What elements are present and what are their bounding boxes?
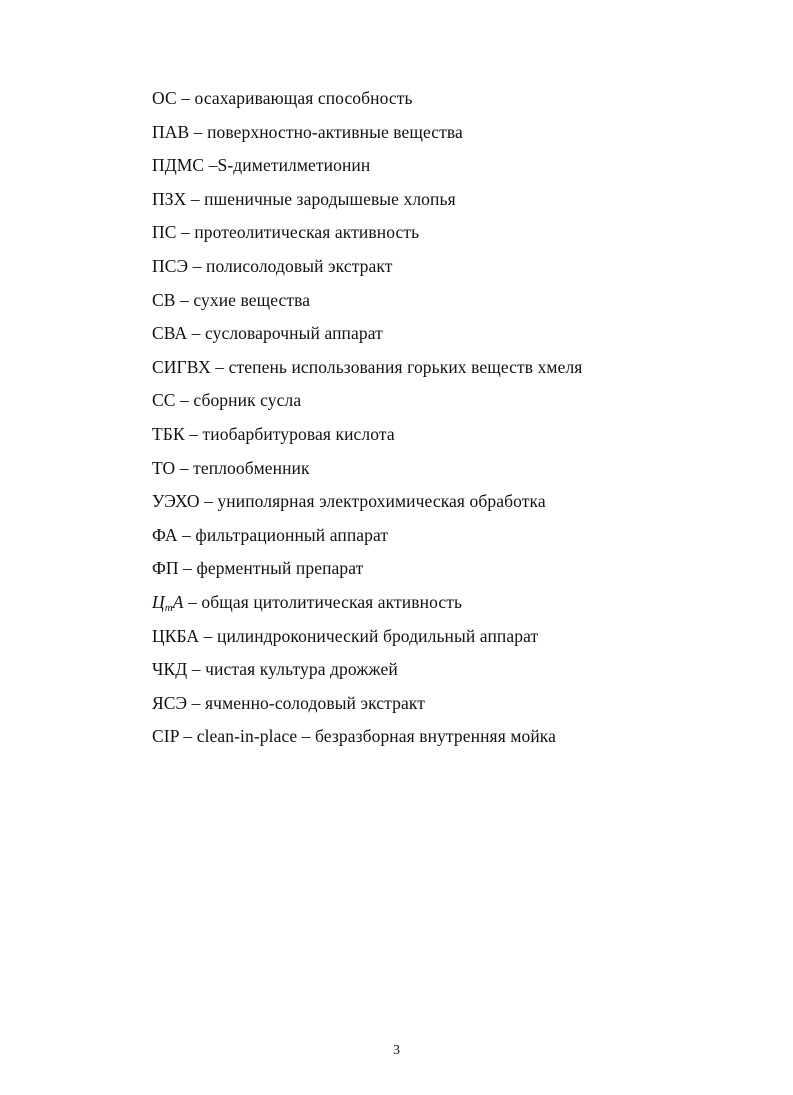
abbreviation-item [152, 250, 582, 284]
abbreviation-list [152, 82, 582, 754]
abbreviation-item [152, 620, 582, 654]
abbreviation-definition: фильтрационный аппарат [195, 524, 389, 545]
abbreviation-separator: – [187, 692, 206, 713]
page-number: 3 [393, 1043, 400, 1058]
abbreviation-term-text: ТО [152, 457, 176, 478]
abbreviation-separator: – [210, 356, 229, 377]
abbreviation-term [152, 626, 199, 646]
abbreviation-term [152, 88, 177, 108]
abbreviation-item [152, 519, 582, 553]
abbreviation-separator: – [187, 659, 206, 680]
abbreviation-term-text: ПЗХ [152, 188, 187, 209]
abbreviation-item [152, 485, 582, 519]
abbreviation-term-text: ПАВ [152, 121, 190, 142]
abbreviation-separator: – [189, 121, 208, 142]
abbreviation-term-text: ОС [152, 88, 177, 108]
abbreviation-definition: чистая культура дрожжей [205, 659, 398, 680]
abbreviation-term [152, 122, 189, 142]
abbreviation-term-text: ФА [152, 524, 178, 545]
abbreviation-separator: – [199, 491, 218, 512]
abbreviation-definition: тиобарбитуровая кислота [202, 423, 395, 444]
abbreviation-definition: сусловарочный аппарат [205, 323, 383, 344]
abbreviation-term [152, 693, 187, 713]
abbreviation-definition: теплообменник [193, 457, 310, 478]
abbreviation-term-text: ЦКБА [152, 625, 200, 646]
abbreviation-definition: ячменно-солодовый экстракт [205, 692, 425, 713]
abbreviation-item [152, 653, 582, 687]
abbreviation-term-text: СВА [152, 323, 188, 344]
abbreviation-separator: – [176, 222, 195, 243]
abbreviation-separator: – [186, 188, 205, 209]
abbreviation-term [152, 424, 185, 444]
abbreviation-separator: – [204, 155, 218, 176]
abbreviation-item [152, 418, 582, 452]
abbreviation-separator: – [178, 726, 197, 747]
abbreviation-term-text: СИГВХ [152, 356, 211, 377]
abbreviation-definition: протеолитическая активность [194, 222, 420, 243]
abbreviation-definition: поверхностно-активные вещества [207, 121, 463, 142]
abbreviation-item [152, 284, 582, 318]
abbreviation-item [152, 216, 582, 250]
abbreviation-item [152, 384, 582, 418]
abbreviation-term-text: ЧКД [152, 659, 188, 680]
abbreviation-term-text: ФП [152, 558, 179, 579]
abbreviation-term-text: ПСЭ [152, 255, 189, 276]
abbreviation-term-suffix: А [172, 591, 184, 612]
abbreviation-term [152, 189, 186, 209]
abbreviation-term-subscript: т [164, 601, 173, 614]
abbreviation-separator: – [187, 323, 205, 344]
abbreviation-separator: – [175, 289, 194, 310]
abbreviation-definition: clean-in-place – безразборная внутренняя мойка [196, 726, 557, 747]
abbreviation-term-text: УЭХО [152, 491, 200, 512]
abbreviation-term-text: СВ [152, 289, 176, 310]
abbreviation-item [152, 183, 582, 217]
abbreviation-term-text: ЯСЭ [152, 692, 188, 713]
abbreviation-term-text: ПДМС [152, 155, 205, 176]
abbreviation-term [152, 458, 175, 478]
abbreviation-separator: – [199, 625, 217, 646]
abbreviation-term-text: СС [152, 390, 176, 411]
abbreviation-term [152, 726, 179, 746]
abbreviation-separator: – [178, 558, 197, 579]
abbreviation-definition: пшеничные зародышевые хлопья [204, 188, 456, 209]
abbreviation-item [152, 720, 582, 754]
abbreviation-definition: сборник сусла [193, 390, 302, 411]
abbreviation-separator: – [176, 88, 195, 108]
abbreviation-term [152, 155, 204, 175]
abbreviation-term [152, 290, 176, 310]
abbreviation-item [152, 82, 582, 116]
abbreviation-term [152, 659, 187, 679]
abbreviation-separator: – [188, 255, 206, 276]
abbreviation-item [152, 687, 582, 721]
abbreviation-separator: – [177, 524, 196, 545]
abbreviation-definition: общая цитолитическая активность [201, 591, 463, 612]
abbreviation-separator: – [175, 390, 194, 411]
abbreviation-item [152, 452, 582, 486]
abbreviation-term [152, 357, 211, 377]
abbreviation-term [152, 222, 177, 242]
abbreviation-definition: сухие вещества [193, 289, 311, 310]
abbreviation-term [152, 525, 178, 545]
abbreviation-definition: осахаривающая способность [194, 88, 413, 108]
abbreviation-definition: цилиндроконический бродильный аппарат [216, 625, 539, 646]
abbreviation-item [152, 552, 582, 586]
abbreviation-item [152, 149, 582, 183]
abbreviation-definition: полисолодовый экстракт [205, 255, 393, 276]
abbreviation-item [152, 586, 582, 620]
abbreviation-term [152, 323, 187, 343]
abbreviation-definition: ферментный препарат [196, 558, 364, 579]
abbreviation-separator: – [175, 457, 194, 478]
abbreviation-term-text: ТБК [152, 423, 185, 444]
abbreviation-term-text: CIP [152, 726, 179, 747]
abbreviation-term [152, 390, 176, 410]
abbreviation-term [152, 592, 184, 612]
abbreviation-term-text: Ц [152, 591, 165, 612]
abbreviation-item [152, 317, 582, 351]
abbreviation-definition: униполярная электрохимическая обработка [217, 491, 546, 512]
abbreviation-definition: степень использования горьких веществ хмеля [228, 356, 583, 377]
abbreviation-item [152, 116, 582, 150]
abbreviation-term [152, 256, 188, 276]
abbreviation-separator: – [183, 591, 202, 612]
abbreviation-term [152, 491, 200, 511]
abbreviation-term [152, 558, 179, 578]
abbreviation-item [152, 351, 582, 385]
abbreviation-definition: S-диметилметионин [217, 155, 371, 176]
abbreviation-separator: – [184, 423, 203, 444]
abbreviation-term-text: ПС [152, 222, 177, 243]
